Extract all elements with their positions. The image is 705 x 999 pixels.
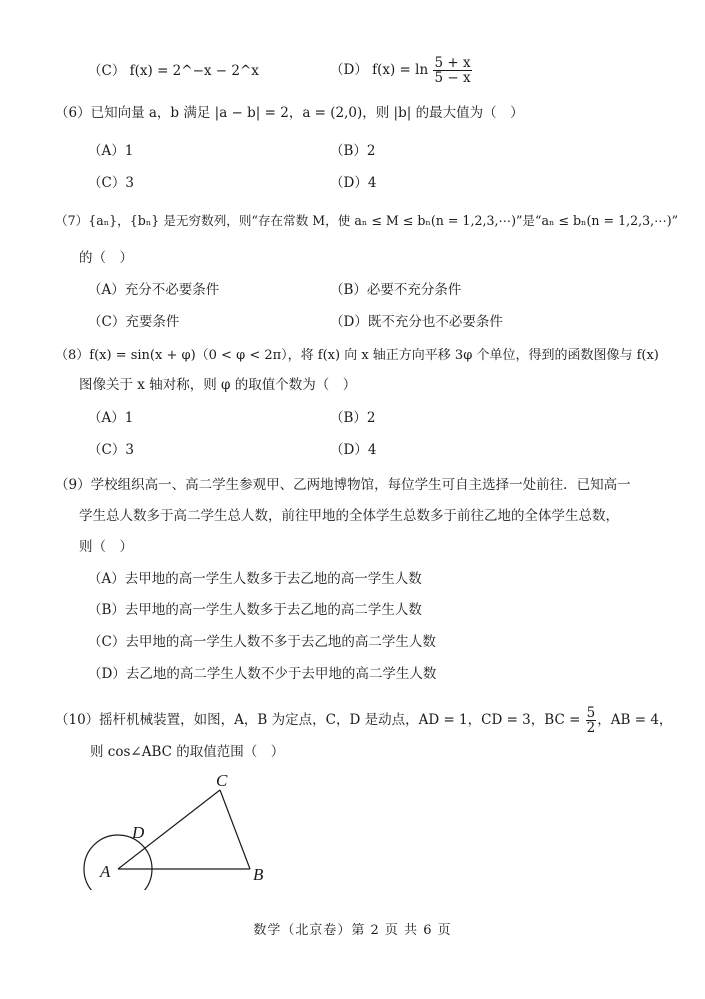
q8-option-d: （D）4 bbox=[330, 442, 377, 458]
q5-option-d-fraction bbox=[433, 56, 471, 85]
q6-option-c: （C）3 bbox=[88, 175, 134, 191]
q5-option-d-label: （D） bbox=[330, 62, 368, 78]
q5-option-d bbox=[330, 56, 473, 85]
q10-stem-part-b: ，AB = 4， bbox=[597, 712, 673, 728]
q5-option-c-label: （C） bbox=[88, 63, 126, 79]
q9-option-d: （D）去乙地的高二学生人数不少于去甲地的高二学生人数 bbox=[88, 666, 437, 682]
q7-option-a: （A）充分不必要条件 bbox=[88, 282, 220, 298]
q7-option-b: （B）必要不充分条件 bbox=[330, 282, 462, 298]
rocker-mechanism-figure bbox=[70, 770, 300, 890]
point-b-label: B bbox=[253, 865, 264, 884]
q10-bc-numerator: 5 bbox=[586, 705, 596, 721]
q9-option-c: （C）去甲地的高一学生人数不多于去乙地的高二学生人数 bbox=[88, 634, 436, 650]
q6-option-d: （D）4 bbox=[330, 175, 377, 191]
q7-stem-line2: 的（ ） bbox=[79, 250, 133, 266]
point-a-label: A bbox=[100, 862, 111, 881]
q5-option-c bbox=[88, 62, 259, 80]
q9-option-a: （A）去甲地的高一学生人数多于去乙地的高一学生人数 bbox=[88, 571, 422, 587]
q8-option-c: （C）3 bbox=[88, 442, 134, 458]
page-footer: 数学（北京卷）第 2 页 共 6 页 bbox=[253, 923, 452, 938]
q6-stem: （6）已知向量 a，b 满足 |a − b| = 2，a = (2,0)，则 |b| 的最大值为（ ） bbox=[55, 105, 524, 121]
point-d-label: D bbox=[132, 823, 145, 842]
q7-option-c: （C）充要条件 bbox=[88, 314, 180, 330]
q7-stem-line1: （7）{aₙ}，{bₙ} 是无穷数列，则“存在常数 M，使 aₙ ≤ M ≤ bₙ(n = 1,2,3,⋯)”是“aₙ ≤ bₙ(n = 1,2,3,⋯)” bbox=[55, 213, 679, 228]
q10-bc-fraction bbox=[586, 706, 597, 735]
q10-bc-denominator: 2 bbox=[586, 720, 596, 736]
point-c-label: C bbox=[216, 771, 228, 790]
q8-option-a: （A）1 bbox=[88, 410, 134, 426]
q5-option-d-prefix: f(x) = ln bbox=[372, 62, 429, 78]
q10-stem-line2: 则 cos∠ABC 的取值范围（ ） bbox=[90, 744, 285, 760]
q9-option-b: （B）去甲地的高一学生人数多于去乙地的高二学生人数 bbox=[88, 602, 422, 618]
q6-option-a: （A）1 bbox=[88, 143, 134, 159]
q5-option-d-numerator: 5 + x bbox=[434, 55, 471, 71]
q8-option-b: （B）2 bbox=[330, 410, 376, 426]
q8-stem-line2: 图像关于 x 轴对称，则 φ 的取值个数为（ ） bbox=[79, 377, 357, 393]
q8-stem-line1: （8）f(x) = sin(x + φ)（0 < φ < 2π），将 f(x) 向 x 轴正方向平移 3φ 个单位，得到的函数图像与 f(x) bbox=[55, 348, 659, 363]
circle-around-a bbox=[84, 835, 152, 890]
q9-stem-line3: 则（ ） bbox=[79, 539, 133, 555]
q7-option-d: （D）既不充分也不必要条件 bbox=[330, 314, 503, 330]
q5-option-d-denominator: 5 − x bbox=[434, 70, 471, 86]
q6-option-b: （B）2 bbox=[330, 143, 376, 159]
q9-stem-line1: （9）学校组织高一、高二学生参观甲、乙两地博物馆，每位学生可自主选择一处前往．已知高一 bbox=[55, 477, 631, 493]
q5-option-c-expr: f(x) = 2^−x − 2^x bbox=[129, 63, 259, 79]
segment-cb bbox=[220, 790, 250, 869]
q10-stem-line1 bbox=[55, 706, 672, 735]
q9-stem-line2: 学生总人数多于高二学生总人数，前往甲地的全体学生总数多于前往乙地的全体学生总数， bbox=[79, 508, 619, 524]
q10-stem-part-a: （10）摇杆机械装置，如图，A，B 为定点，C，D 是动点，AD = 1，CD = 3，BC = bbox=[55, 712, 585, 728]
